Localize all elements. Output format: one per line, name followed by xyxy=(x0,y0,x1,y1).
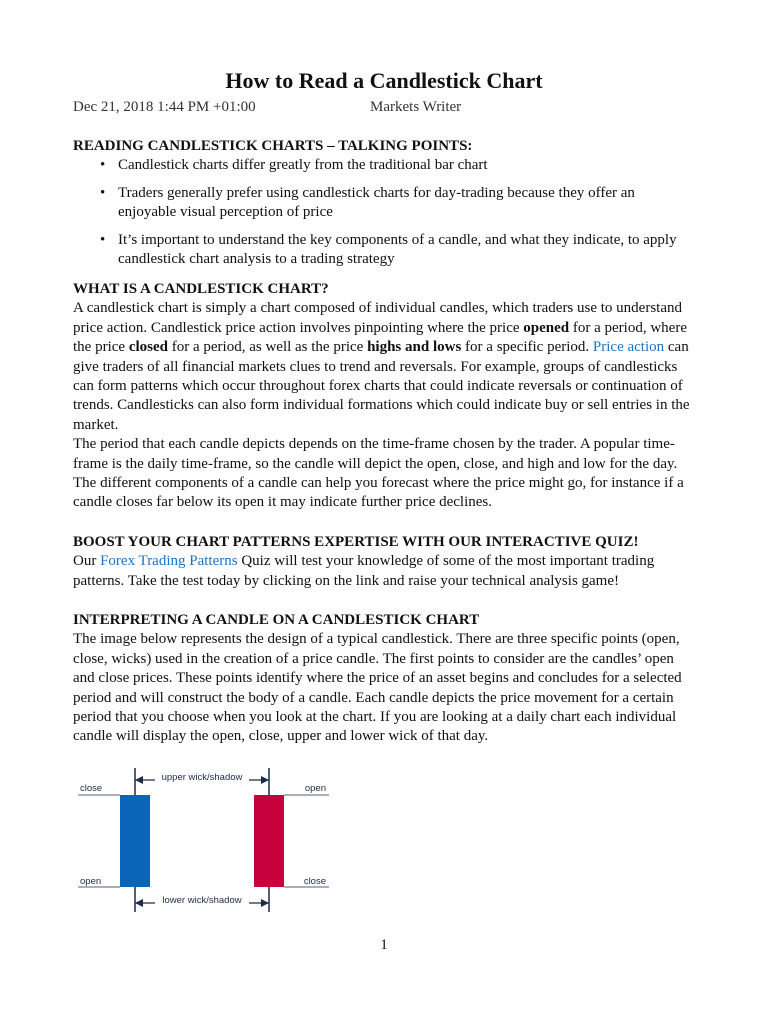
page-number: 1 xyxy=(380,937,388,953)
section-quiz xyxy=(73,533,695,591)
paragraph xyxy=(73,552,695,591)
bullet-icon: • xyxy=(100,157,106,174)
candlestick-diagram xyxy=(73,766,335,914)
list-item xyxy=(73,184,695,223)
section-heading: READING CANDLESTICK CHARTS – TALKING POINTS: xyxy=(73,138,473,154)
author-name: Markets Writer xyxy=(370,99,462,115)
arrow-right-icon xyxy=(261,899,269,907)
text-run: Quiz will test your knowledge of some of the most important trading patterns. Take the test today by clicking on the link and raise your technical analysis game! xyxy=(73,553,655,589)
list-item xyxy=(73,156,695,175)
section-heading: INTERPRETING A CANDLE ON A CANDLESTICK CHART xyxy=(73,612,480,628)
bold-text: highs and lows xyxy=(367,339,462,356)
list-item-text: Candlestick charts differ greatly from the traditional bar chart xyxy=(118,157,488,174)
text-run: for a period, where the price xyxy=(73,319,687,356)
bull-close-label: close xyxy=(80,783,103,794)
text-run: Our xyxy=(73,553,101,570)
bear-candle-body xyxy=(254,795,284,887)
text-run: A candlestick chart is simply a chart composed of individual candles, which traders use to understand price action. Candlestick price action involves pinpointing where the price xyxy=(73,300,683,336)
section-what-is xyxy=(73,280,695,513)
list-item xyxy=(73,231,695,270)
arrow-left-icon xyxy=(135,899,143,907)
price-action-link[interactable]: Price action xyxy=(592,339,665,356)
paragraph: The period that each candle depicts depends on the time-frame chosen by the trader. A popular time-frame is the daily time-frame, so the candle will depict the open, close, and high and low for the day. The different components of a candle can help you forecast where the price might go, for instance if a candle closes far below its open it may indicate further price declines. xyxy=(73,436,684,511)
arrow-right-icon xyxy=(261,776,269,784)
forex-trading-patterns-link[interactable]: Forex Trading Patterns xyxy=(100,553,242,570)
bull-open-label: open xyxy=(80,876,102,887)
bold-text: opened xyxy=(523,319,570,336)
text-run: for a period, as well as the price xyxy=(167,339,368,356)
paragraph: The image below represents the design of a typical candlestick. There are three specific points (open, close, wicks) used in the creation of a price candle. The first points to consider are the candles’ open and close prices. These points identify where the price of an asset begins and concludes for a selected period and will construct the body of a candle. Each candle depicts the price movement for a certain period that you choose when you look at the chart. If you are looking at a daily chart each individual candle will display the open, close, upper and lower wick of that day. xyxy=(73,631,682,745)
bullet-icon: • xyxy=(100,231,106,248)
list-item-text: Traders generally prefer using candlestick charts for day-trading because they offer an enjoyable visual perception of price xyxy=(118,184,635,221)
section-heading: WHAT IS A CANDLESTICK CHART? xyxy=(73,281,329,297)
text-run: for a specific period. xyxy=(461,339,593,356)
bear-open-label: open xyxy=(304,783,326,794)
list-item-text: It’s important to understand the key components of a candle, and what they indicate, to apply candlestick chart analysis to a trading strategy xyxy=(118,231,677,268)
lower-wick-label: lower wick/shadow xyxy=(162,895,242,906)
bull-candle-body xyxy=(120,795,150,887)
section-heading: BOOST YOUR CHART PATTERNS EXPERTISE WITH OUR INTERACTIVE QUIZ! xyxy=(73,534,639,550)
text-run: can give traders of all financial markets clues to trend and reversals. For example, groups of candlesticks can form patterns which occur throughout forex charts that could indicate reversals or continuation of trends. Candlesticks can also form individual formations which could indicate buy or sell entries in the market. xyxy=(73,339,690,433)
bullet-icon: • xyxy=(100,184,106,201)
paragraph xyxy=(73,299,695,435)
page-title: How to Read a Candlestick Chart xyxy=(225,68,543,93)
publish-date: Dec 21, 2018 1:44 PM +01:00 xyxy=(73,99,256,115)
arrow-left-icon xyxy=(135,776,143,784)
section-interpreting xyxy=(73,611,695,747)
bullet-list xyxy=(73,156,695,269)
section-talking-points xyxy=(73,137,695,277)
bear-close-label: close xyxy=(303,876,326,887)
upper-wick-label: upper wick/shadow xyxy=(161,772,243,783)
bold-text: closed xyxy=(128,339,168,356)
